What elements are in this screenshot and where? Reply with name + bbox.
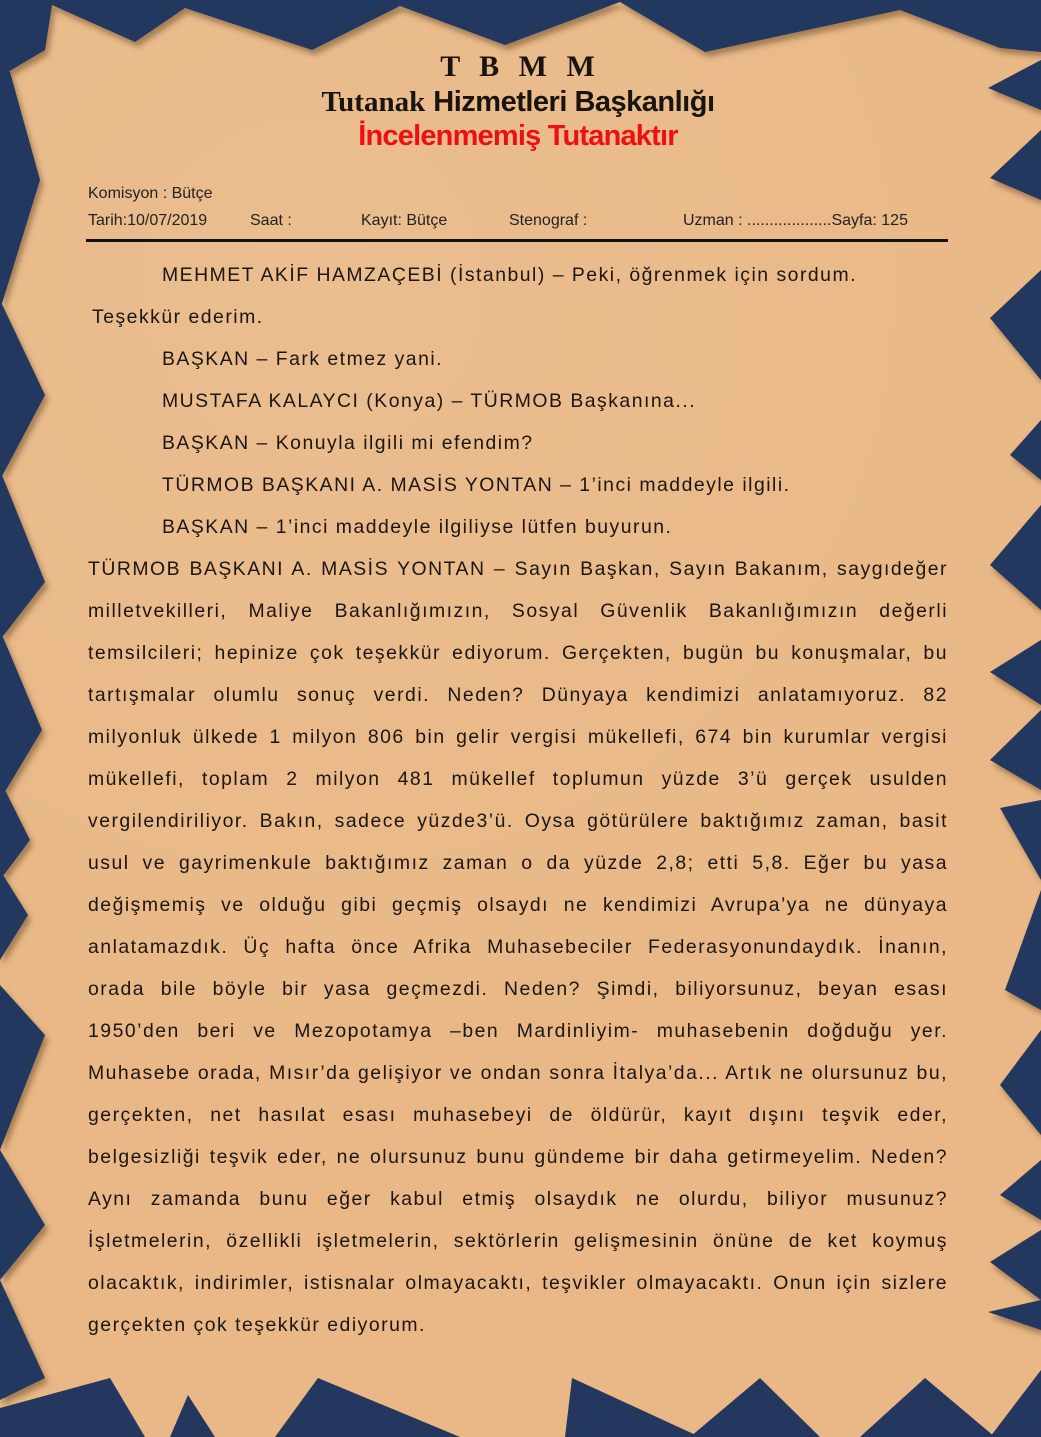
transcript-paragraph: MEHMET AKİF HAMZAÇEBİ (İstanbul) – Peki, öğrenmek için sordum. (162, 264, 858, 286)
session-metadata (88, 185, 948, 234)
transcript-paragraph: TÜRMOB BAŞKANI A. MASİS YONTAN – 1’inci maddeyle ilgili. (162, 474, 791, 496)
transcript-paragraph: BAŞKAN – Konuyla ilgili mi efendim? (162, 432, 534, 454)
time-field: Saat : (250, 212, 292, 229)
review-status-label: İncelenmemiş Tutanaktır (358, 120, 678, 152)
session-details-row (88, 212, 948, 234)
transcript-body (88, 254, 948, 1346)
institution-title: T B M M (440, 50, 601, 83)
commission-field: Komisyon : Bütçe (88, 185, 213, 202)
header-divider (86, 239, 948, 242)
record-field: Kayıt: Bütçe (361, 212, 448, 229)
transcript-paragraph: MUSTAFA KALAYCI (Konya) – TÜRMOB Başkanına... (162, 390, 697, 412)
transcript-paragraph: BAŞKAN – Fark etmez yani. (162, 348, 444, 370)
date-field: Tarih:10/07/2019 (88, 212, 208, 229)
transcript-paragraph: Teşekkür ederim. (92, 306, 264, 328)
department-title-sans: Hizmetleri Başkanlığı (433, 86, 715, 118)
transcript-paragraph-speech: TÜRMOB BAŞKANI A. MASİS YONTAN – Sayın Başkan, Sayın Bakanım, saygıdeğer milletvekilleri, Maliye Bakanlığımızın, Sosyal Güvenlik Bakanlığımızın değerli temsilcileri; hepinize çok teşekkür ediyorum. Gerçekten, bugün bu konuşmalar, bu tartışmalar olumlu sonuç verdi. Neden? Dünyaya kendimizi anlatamıyoruz. 82 milyonluk ülkede 1 milyon 806 bin gelir vergisi mükellefi, 674 bin kurumlar vergisi mükellefi, toplam 2 milyon 481 mükellef toplumun yüzde 3’ü gerçek usulden vergilendiriliyor. Bakın, sadece yüzde3’ü. Oysa götürülere baktığımız zaman, basit usul ve gayrimenkule baktığımız zaman o da yüzde 2,8; etti 5,8. Eğer bu yasa değişmemiş ve olduğu gibi geçmiş olsaydı ne kendimizi Avrupa’ya ne dünyaya anlatamazdık. Üç hafta önce Afrika Muhasebeciler Federasyonundaydık. İnanın, orada bile böyle bir yasa geçmezdi. Neden? Şimdi, biliyorsunuz, beyan esası 1950’den beri ve Mezopotamya –ben Mardinliyim- muhasebenin doğduğu yer. Muhasebe orada, Mısır’da gelişiyor ve ondan sonra İtalya’da... Artık ne olursunuz bu, gerçekten, net hasılat esası muhasebeyi de öldürür, kayıt dışını teşvik eder, belgesizliği teşvik eder, ne olursunuz bunu gündeme bir daha getirmeyelim. Neden? Aynı zamanda bunu eğer kabul etmiş olsaydık ne olurdu, biliyor musunuz? İşletmelerin, özellikli işletmelerin, sektörlerin gelişmesinin önüne de ket koymuş olacaktık, indirimler, istisnalar olmayacaktı, teşvikler olmayacaktı. Onun için sizlere gerçekten çok teşekkür ediyorum. (88, 558, 948, 1336)
department-title (88, 85, 948, 119)
expert-page-field: Uzman : ...................Sayfa: 125 (683, 212, 908, 229)
stenographer-field: Stenograf : (509, 212, 588, 229)
transcript-page (88, 50, 948, 1346)
document-header (88, 50, 948, 153)
department-title-serif: Tutanak (321, 86, 426, 118)
transcript-paragraph: BAŞKAN – 1’inci maddeyle ilgiliyse lütfen buyurun. (162, 516, 673, 538)
